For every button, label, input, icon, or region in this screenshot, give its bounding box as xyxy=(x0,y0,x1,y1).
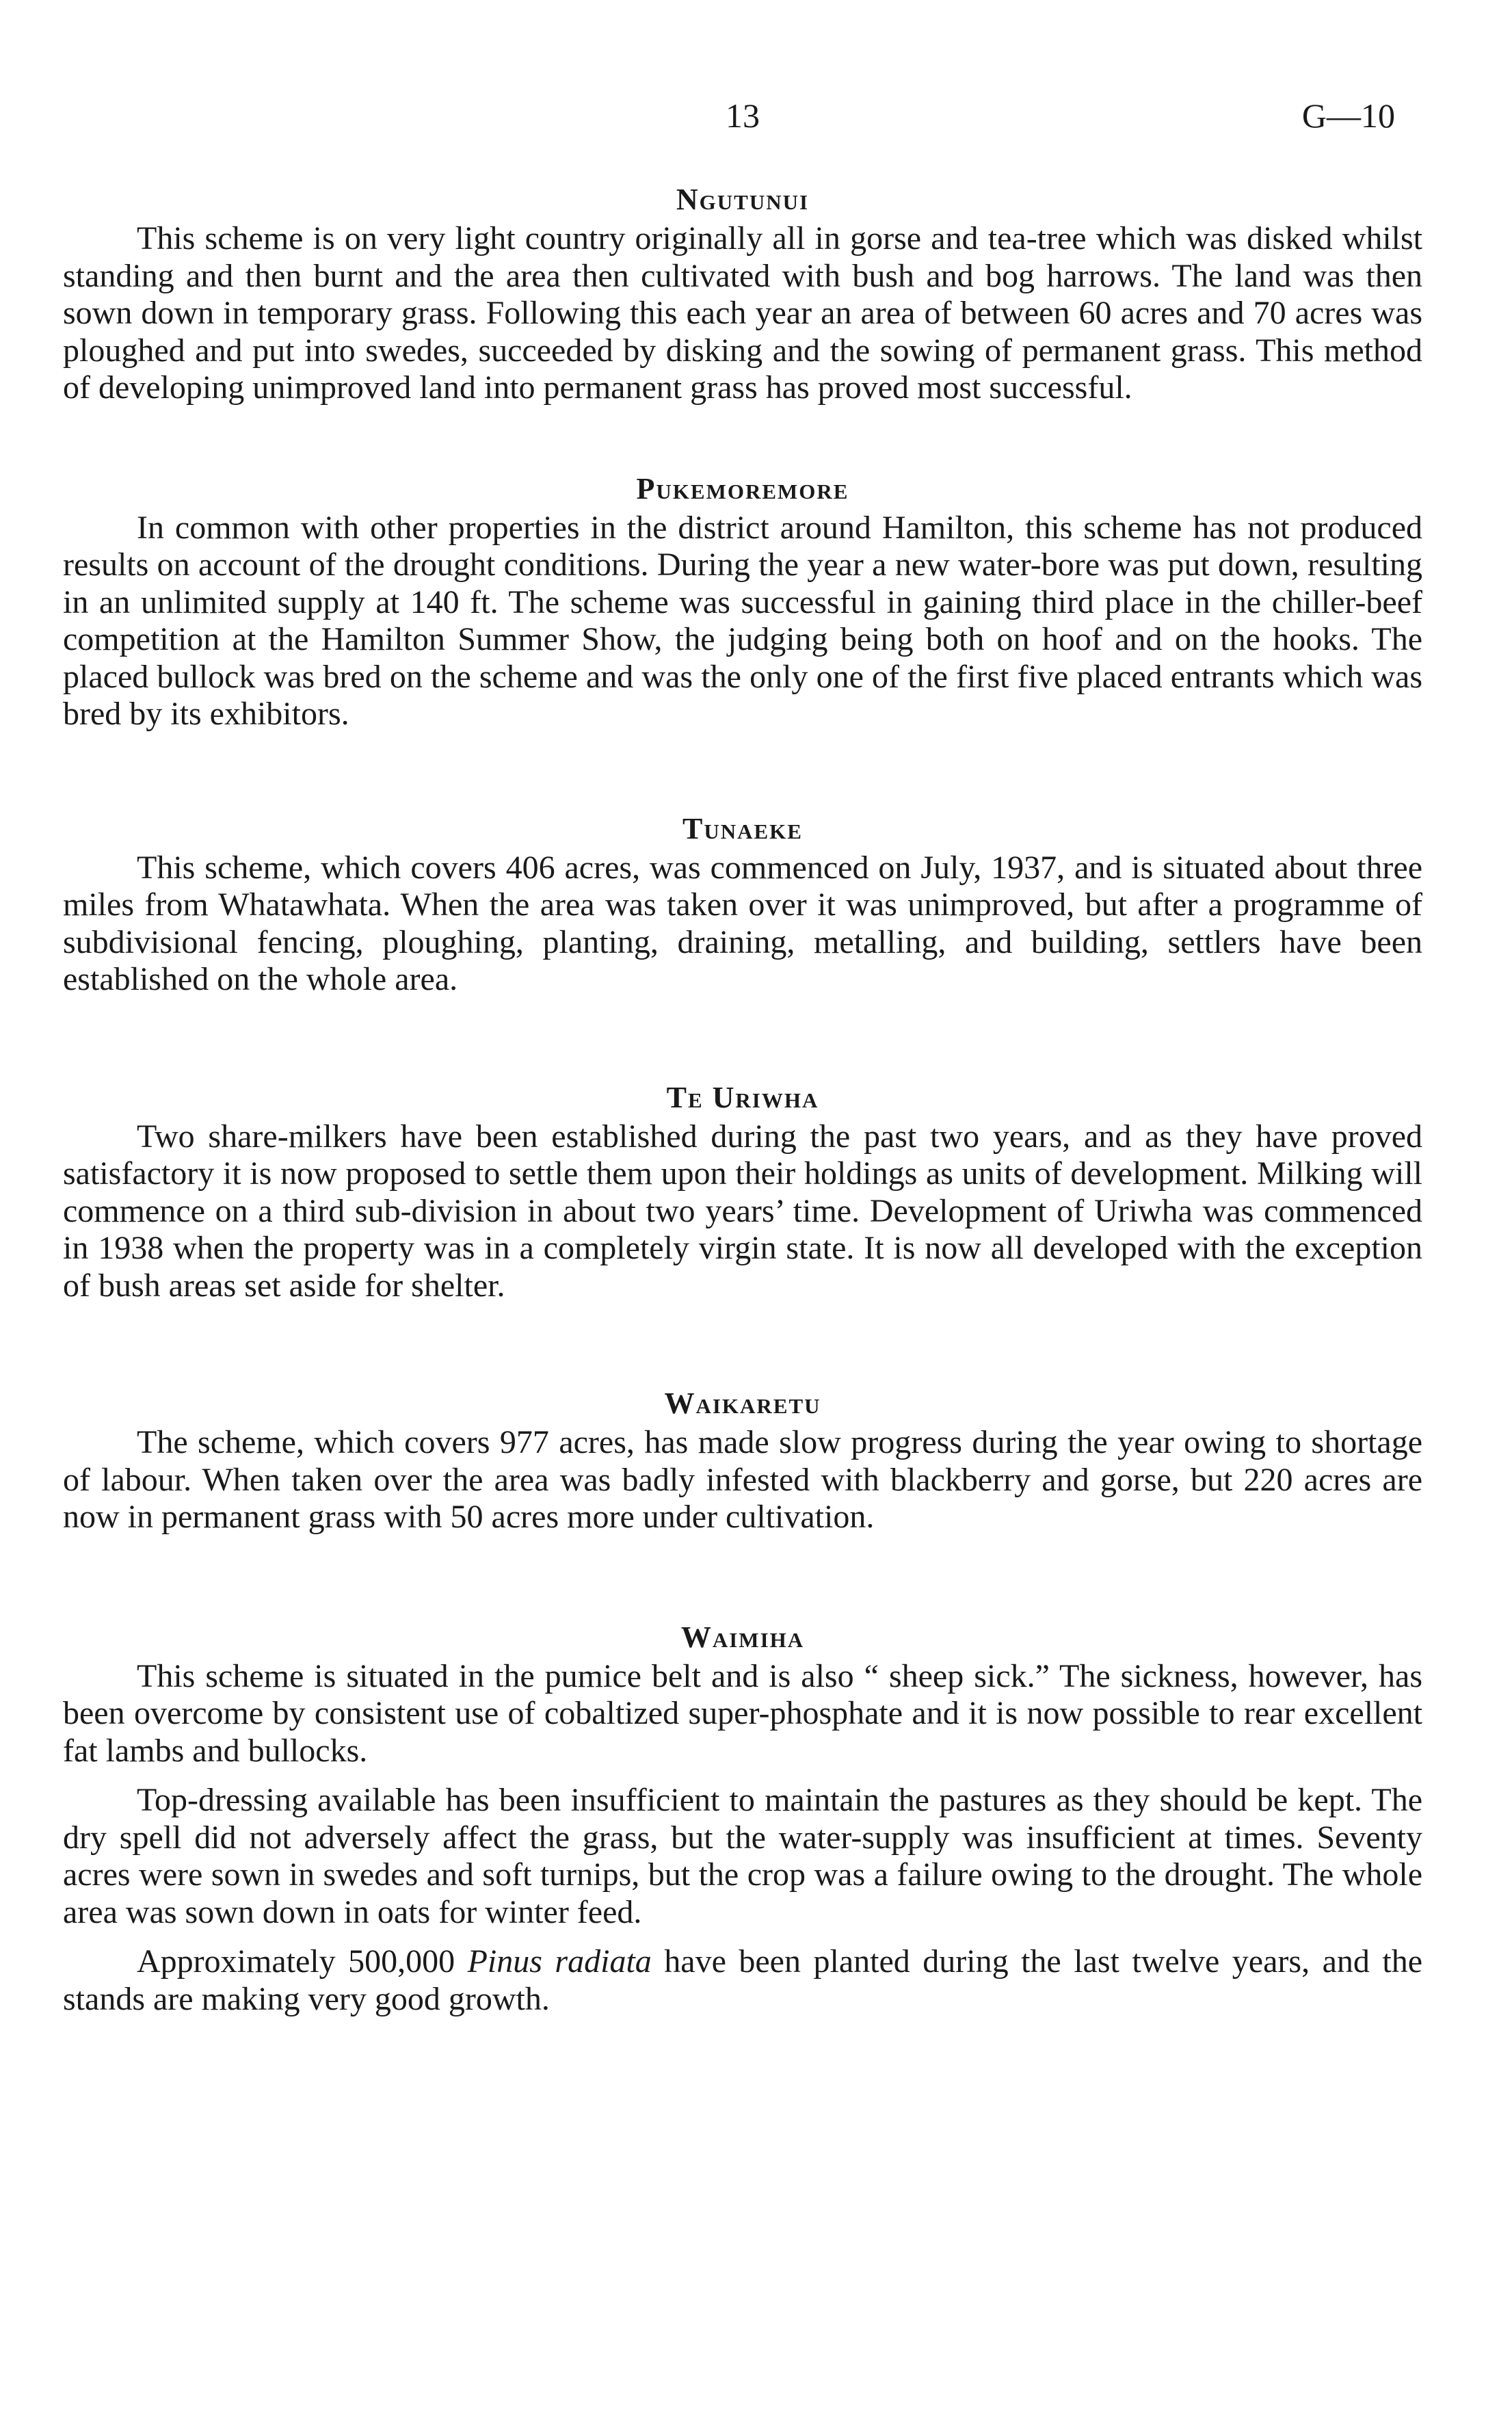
paragraph: In common with other properties in the district around Hamilton, this scheme has not produced results on account of the drought conditions. During the year a new water-bore was put down, resulting in an unlimited supply at 140 ft. The scheme was successful in gaining third place in the chiller-beef competition at the Hamilton Summer Show, the judging being both on hoof and on the hooks. The placed bullock was bred on the scheme and was the only one of the first five placed entrants which was bred by its exhibitors. xyxy=(63,509,1422,732)
section-heading: Waimiha xyxy=(680,1620,805,1654)
document-page xyxy=(63,0,1422,2418)
paragraph: This scheme is on very light country originally all in gorse and tea-tree which was disked whilst standing and then burnt and the area then cultivated with bush and bog harrows. The land was then sown down in temporary grass. Following this each year an area of between 60 acres and 70 acres was ploughed and put into swedes, succeeded by disking and the sowing of permanent grass. This method of developing unimproved land into permanent grass has proved most successful. xyxy=(63,220,1422,406)
section-heading: Pukemoremore xyxy=(636,471,849,505)
section-ngutunui xyxy=(63,179,1422,407)
paragraph: The scheme, which covers 977 acres, has made slow progress during the year owing to shortage of labour. When taken over the area was badly infested with blackberry and gorse, but 220 acres are now in permanent grass with 50 acres more under cultivation. xyxy=(63,1424,1422,1535)
paragraph: This scheme, which covers 406 acres, was commenced on July, 1937, and is situated about three miles from Whatawhata. When the area was taken over it was unimproved, but after a programme of subdivisional fencing, ploughing, planting, draining, metalling, and building, settlers have been established on the whole area. xyxy=(63,849,1422,997)
paragraph: This scheme is situated in the pumice belt and is also “ sheep sick.” The sickness, however, has been overcome by consistent use of cobaltized super-phosphate and it is now possible to rear excellent fat lambs and bullocks. xyxy=(63,1657,1422,1769)
paragraph: Top-dressing available has been insufficient to maintain the pastures as they should be kept. The dry spell did not adversely affect the grass, but the water-supply was insufficient at times. Seventy acres were sown in swedes and soft turnips, but the crop was a failure owing to the drought. The whole area was sown down in oats for winter feed. xyxy=(63,1782,1422,1930)
document-reference: G—10 xyxy=(1301,96,1395,135)
section-heading: Te Uriwha xyxy=(666,1080,819,1114)
section-waimiha xyxy=(63,1617,1422,2019)
section-heading: Ngutunui xyxy=(676,183,810,216)
section-te-uriwha xyxy=(63,1077,1422,1305)
paragraph: Two share-milkers have been established during the past two years, and as they have proved satisfactory it is now proposed to settle them upon their holdings as units of development. Milking will commence on a third sub-division in about two years’ time. Development of Uriwha was commenced in 1938 when the property was in a completely virgin state. It is now all developed with the exception of bush areas set aside for shelter. xyxy=(63,1118,1422,1304)
section-heading: Waikaretu xyxy=(664,1387,821,1420)
section-tunaeke xyxy=(63,809,1422,999)
page-number: 13 xyxy=(726,96,760,135)
text-run: Approximately 500,000 xyxy=(137,1943,468,1980)
section-waikaretu xyxy=(63,1383,1422,1536)
paragraph-pinus-radiata xyxy=(63,1943,1422,2018)
page-header xyxy=(63,96,1422,144)
text-run: have been planted during the last twelve years, and the stands are making very good growth. xyxy=(63,1943,1423,2017)
section-pukemoremore xyxy=(63,469,1422,733)
section-heading: Tunaeke xyxy=(682,811,803,845)
species-name: Pinus radiata xyxy=(467,1943,652,1980)
body-text xyxy=(63,179,1422,2018)
